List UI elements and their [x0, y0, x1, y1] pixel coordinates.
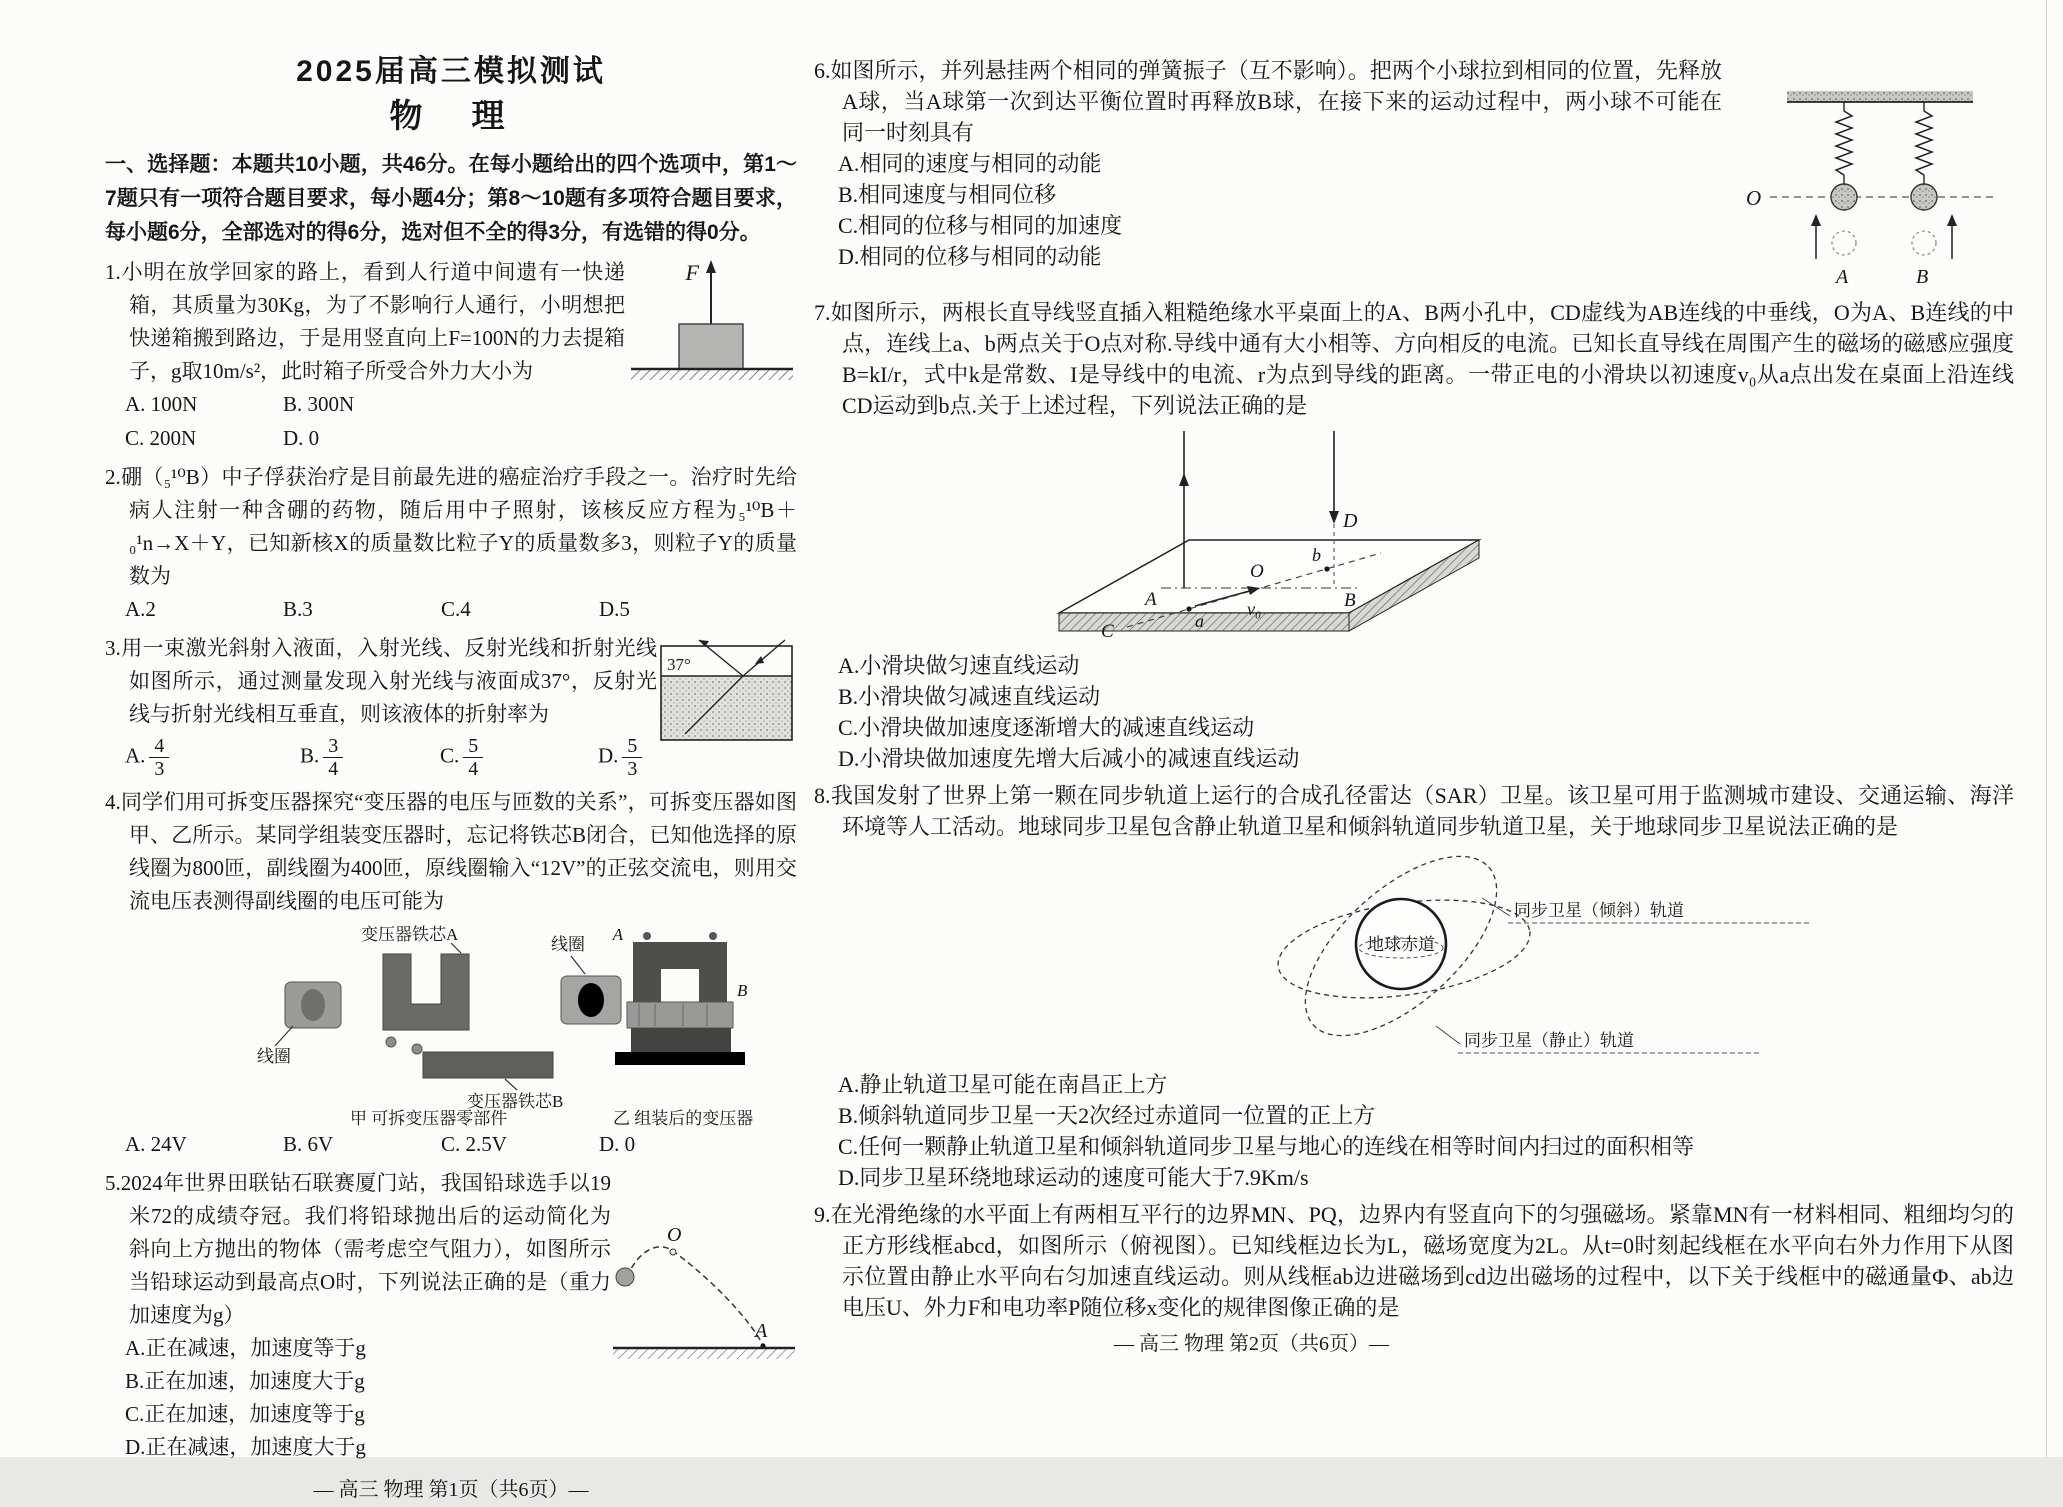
question-5	[105, 1167, 797, 1464]
force-label: F	[685, 260, 699, 285]
option-c: C.正在加速，加速度等于g	[125, 1402, 365, 1426]
option-b: B. $\frac{3}{4}$	[300, 735, 440, 780]
satellite-orbits-figure	[1264, 846, 1824, 1067]
option-b: B.倾斜轨道同步卫星一天2次经过赤道同一位置的正上方	[838, 1103, 1376, 1128]
caption-yi: 乙 组装后的变压器	[613, 1109, 754, 1128]
assembled-coil-band	[627, 1002, 733, 1028]
label-b: B	[1916, 266, 1929, 288]
wires-table-figure	[1029, 425, 1509, 646]
scan-edge-line	[2046, 0, 2047, 1457]
option-a: A.小滑块做匀速直线运动	[838, 653, 1080, 678]
option-d: D.正在减速，加速度大于g	[125, 1435, 366, 1459]
question-7	[814, 297, 2014, 774]
page-1	[105, 52, 797, 1507]
inclined-orbit-label: 同步卫星（倾斜）轨道	[1514, 901, 1684, 920]
option-c: C. 2.5V	[441, 1132, 507, 1156]
shot-ball	[616, 1268, 634, 1286]
page-1-footer: — 高三 物理 第1页（共6页）—	[313, 1479, 589, 1501]
caption-jia: 甲 可拆变压器零部件	[350, 1109, 508, 1128]
ground-hatch	[631, 370, 793, 380]
force-arrow-icon	[706, 260, 716, 273]
up-arrow-b	[1947, 214, 1957, 226]
exam-subject: 物 理	[389, 97, 513, 134]
equilibrium-label: O	[1746, 186, 1762, 210]
ghost-ball-a	[1832, 231, 1856, 255]
option-a: A.正在减速，加速度等于g	[125, 1336, 366, 1360]
assembled-label-a: A	[612, 925, 623, 944]
label-a: a	[1195, 611, 1204, 631]
option-c: C. 200N	[125, 426, 197, 450]
package-box	[679, 324, 743, 369]
landing-label: A	[755, 1320, 768, 1342]
current-down-arrow	[1329, 511, 1339, 524]
question-2	[105, 461, 797, 626]
option-a: A. 100N	[125, 392, 198, 416]
question-8-text: 8.我国发射了世界上第一颗在同步轨道上运行的合成孔径雷达（SAR）卫星。该卫星可用于监测城市建设、交通运输、海洋环境等人工活动。地球同步卫星包含静止轨道卫星和倾斜轨道同步轨道卫星，关于地球同步卫星说法正确的是	[814, 783, 2014, 839]
option-b: B. 6V	[283, 1132, 334, 1156]
label-d: D	[1343, 510, 1358, 532]
projectile-figure	[611, 1224, 797, 1363]
question-4-options	[105, 1128, 797, 1161]
question-8	[814, 780, 2014, 1193]
option-a: A.2	[125, 597, 156, 621]
question-1	[105, 256, 797, 455]
core-b-label: 变压器铁芯B	[467, 1092, 564, 1111]
core-b	[423, 1052, 553, 1078]
option-a: A.静止轨道卫星可能在南昌正上方	[838, 1072, 1168, 1097]
option-b: B. 300N	[283, 392, 355, 416]
question-9	[814, 1199, 2014, 1323]
question-6	[814, 55, 2014, 288]
core-a	[383, 954, 469, 1030]
option-d: D.同步卫星环绕地球运动的速度可能大于7.9Km/s	[838, 1165, 1309, 1190]
option-c: C.相同的位移与相同的加速度	[838, 213, 1123, 238]
question-8-options	[814, 1069, 2014, 1193]
option-b: B.小滑块做匀减速直线运动	[838, 684, 1101, 709]
question-9-text: 9.在光滑绝缘的水平面上有两相互平行的边界MN、PQ，边界内有竖直向下的匀强磁场。紧靠MN有一材料相同、粗细均匀的正方形线框abcd，如图所示（俯视图）。已知线框边长为L，磁场宽度为2L。从t=0时刻起线框在水平向右外力作用下从图示位置由静止水平向右匀加速直线运动。则从线框ab边进磁场到cd边出磁场的过程中，以下关于线框中的磁通量Φ、ab边电压U、外力F和电功率P随位移x变化的规律图像正确的是	[814, 1202, 2014, 1320]
current-up-arrow	[1179, 473, 1189, 486]
question-7-text: 7.如图所示，两根长直导线竖直插入粗糙绝缘水平桌面上的A、B两小孔中，CD虚线为AB连线的中垂线，O为A、B连线的中点，连线上a、b两点关于O点对称.导线中通有大小相等、方向相反的电流。已知长直导线在周围产生的磁场的磁感应强度B=kI/r，式中k是常数、I是导线中的电流、r为点到导线的距离。一带正电的小滑块以初速度v₀从a点出发在桌面上沿连线CD运动到b点.关于上述过程，下列说法正确的是	[814, 300, 2014, 418]
option-b: B.相同速度与相同位移	[838, 182, 1057, 207]
option-d: D.小滑块做加速度先增大后减小的减速直线运动	[838, 746, 1300, 771]
ghost-ball-b	[1912, 231, 1936, 255]
ball-a	[1831, 184, 1857, 210]
question-1-text: 1.小明在放学回家的路上，看到人行道中间遗有一快递箱，其质量为30Kg，为了不影响行人通行，小明想把快递箱搬到路边，于是用竖直向上F=100N的力去提箱子，g取10m/s²，此时箱子所受合外力大小为	[105, 260, 625, 383]
label-b: b	[1312, 545, 1321, 565]
assembled-core	[633, 942, 727, 1002]
label-o: O	[1250, 561, 1264, 582]
angle-label: 37°	[667, 655, 691, 674]
option-d: D. $\frac{5}{3}$	[598, 735, 657, 780]
option-c: C.4	[441, 597, 471, 621]
option-d: D. 0	[283, 426, 320, 450]
label-hole-a: A	[1145, 589, 1157, 610]
question-7-options	[814, 650, 2014, 774]
question-2-options	[105, 593, 797, 626]
option-a: A.相同的速度与相同的动能	[838, 151, 1102, 176]
question-4-text: 4.同学们用可拆变压器探究“变压器的电压与匝数的关系”，可拆变压器如图甲、乙所示。某同学组装变压器时，忘记将铁芯B闭合，已知他选择的原线圈为800匝，副线圈为400匝，原线圈输入“12V”的正弦交流电，则用交流电压表测得副线圈的电压可能为	[105, 790, 797, 913]
package-box-figure	[625, 256, 797, 382]
assembled-lower-core	[631, 1028, 731, 1052]
transformer-figure	[255, 924, 785, 1126]
label-hole-b: B	[1344, 590, 1356, 611]
page-2-footer: — 高三 物理 第2页（共6页）—	[1114, 1333, 1389, 1355]
liquid	[661, 676, 792, 740]
spring-b	[1916, 111, 1932, 175]
apex-label: O	[667, 1224, 682, 1246]
question-1-options	[105, 388, 465, 455]
ball-b	[1911, 184, 1937, 210]
coil-left-label: 线圈	[257, 1047, 291, 1066]
page-2	[814, 55, 2014, 1360]
point-a	[1186, 606, 1191, 611]
option-d: D.相同的位移与相同的动能	[838, 244, 1102, 269]
exam-title: 2025届高三模拟测试	[296, 55, 606, 88]
apex-point	[670, 1249, 676, 1255]
question-3-text: 3.用一束激光斜射入液面，入射光线、反射光线和折射光线如图所示，通过测量发现入射光线与液面成37°，反射光线与折射光线相互垂直，则该液体的折射率为	[105, 636, 657, 726]
spring-a	[1836, 111, 1852, 175]
question-6-text: 6.如图所示，并列悬挂两个相同的弹簧振子（互不影响）。把两个小球拉到相同的位置，先释放A球，当A球第一次到达平衡位置时再释放B球，在接下来的运动过程中，两小球不可能在同一时刻具有	[814, 58, 1722, 145]
label-c: C	[1101, 621, 1114, 642]
up-arrow-a	[1811, 214, 1821, 226]
option-c: C.小滑块做加速度逐渐增大的减速直线运动	[838, 715, 1255, 740]
spring-oscillators-figure	[1732, 85, 2014, 297]
label-a: A	[1836, 266, 1849, 288]
question-4	[105, 786, 797, 1161]
equator-label: 地球赤道	[1367, 935, 1435, 954]
point-b	[1324, 566, 1329, 571]
question-3	[105, 632, 797, 780]
ground-hatch	[613, 1349, 795, 1359]
assembled-label-b: B	[737, 981, 748, 1000]
question-5-text: 5.2024年世界田联钻石联赛厦门站，我国铅球选手以19米72的成绩夺冠。我们将铅球抛出后的运动简化为斜向上方抛出的物体（需考虑空气阻力），如图所示当铅球运动到最高点O时，下列说法正确的是（重力加速度为g）	[105, 1171, 611, 1327]
option-a: A. 24V	[125, 1132, 187, 1156]
option-c: C. $\frac{5}{4}$	[440, 735, 598, 780]
option-c: C.任何一颗静止轨道卫星和倾斜轨道同步卫星与地心的连线在相等时间内扫过的面积相等	[838, 1134, 1695, 1159]
option-d: D. 0	[599, 1132, 636, 1156]
question-2-text: 2.硼（₅¹⁰B）中子俘获治疗是目前最先进的癌症治疗手段之一。治疗时先给病人注射一种含硼的药物，随后用中子照射，该核反应方程为₅¹⁰B＋₀¹n→X＋Y，已知新核X的质量数比粒子Y的质量数多3，则粒子Y的质量数为	[105, 465, 797, 588]
coil-right-label: 线圈	[551, 935, 585, 954]
ceiling	[1787, 91, 1973, 102]
question-3-options	[105, 735, 657, 780]
section-instructions: 一、选择题：本题共10小题，共46分。在每小题给出的四个选项中，第1～7题只有一项符合题目要求，每小题4分；第8～10题有多项符合题目要求，每小题6分，全部选对的得6分，选对但不全的得3分，有选错的得0分。	[105, 153, 797, 244]
option-a: A. $\frac{4}{3}$	[125, 735, 300, 780]
option-b: B.正在加速，加速度大于g	[125, 1369, 365, 1393]
option-b: B.3	[283, 597, 313, 621]
option-d: D.5	[599, 597, 630, 621]
trajectory	[627, 1247, 763, 1345]
refraction-figure	[657, 632, 797, 746]
v0-label: v₀	[1247, 599, 1262, 619]
stationary-orbit-label: 同步卫星（静止）轨道	[1464, 1031, 1634, 1050]
core-a-label: 变压器铁芯A	[361, 925, 459, 944]
